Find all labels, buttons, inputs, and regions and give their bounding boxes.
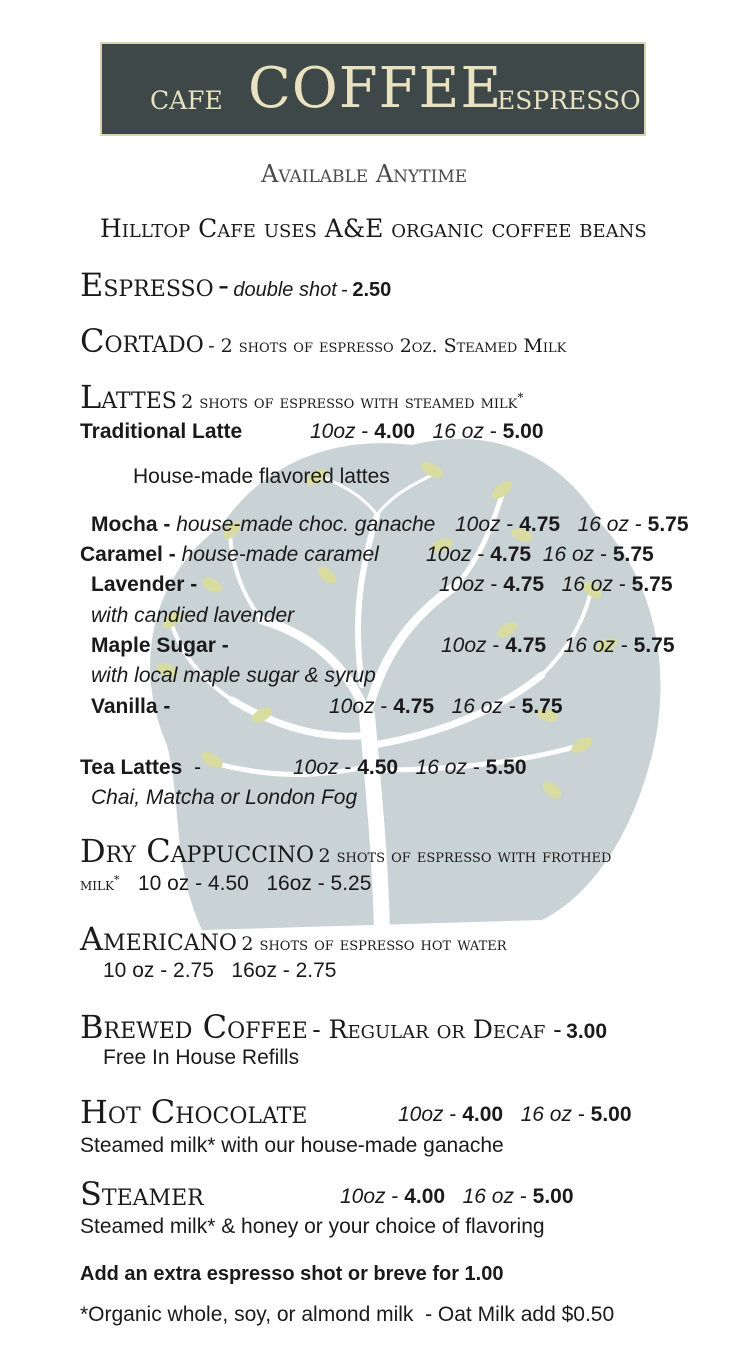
cortado-desc: - 2 shots of espresso 2oz. Steamed Milk (208, 335, 567, 357)
tea-lattes-row: Tea Lattes - (80, 756, 201, 779)
brewed-note: Free In House Refills (103, 1046, 300, 1069)
traditional-label: Traditional Latte (80, 420, 243, 443)
cortado-row (80, 322, 566, 360)
vanilla-label: Vanilla - (91, 695, 171, 718)
available-anytime: Available Anytime (261, 160, 468, 188)
americano-prices: 10 oz - 2.75 16oz - 2.75 (103, 959, 337, 982)
espresso-desc: double shot (233, 279, 337, 301)
maple-prices: 10oz - 4.75 16 oz - 5.75 (441, 634, 675, 657)
espresso-name: Espresso (80, 266, 214, 304)
brewed-heading: Brewed Coffee - Regular or Decaf - 3.00 (80, 1008, 608, 1046)
traditional-latte-row (80, 420, 242, 444)
banner-cafe: CAFE (150, 86, 223, 115)
espresso-price: 2.50 (352, 279, 392, 301)
lavender-prices: 10oz - 4.75 16 oz - 5.75 (439, 573, 673, 596)
hot-chocolate-desc: Steamed milk* with our house-made ganache (80, 1134, 504, 1157)
lattes-name: Lattes (80, 378, 177, 416)
steamer-prices: 10oz - 4.00 16 oz - 5.00 (340, 1185, 574, 1208)
hot-chocolate-prices: 10oz - 4.00 16 oz - 5.00 (398, 1103, 632, 1126)
house-made-heading: House-made flavored lattes (133, 465, 390, 488)
vanilla-prices: 10oz - 4.75 16 oz - 5.75 (329, 695, 563, 718)
lattes-star: * (517, 390, 524, 405)
milk-note: *Organic whole, soy, or almond milk - Oat Milk add $0.50 (80, 1303, 615, 1326)
steamer-desc: Steamed milk* & honey or your choice of flavoring (80, 1215, 545, 1238)
espresso-dash: - (218, 266, 229, 304)
banner-espresso: ESPRESSO (497, 86, 641, 115)
tea-lattes-prices: 10oz - 4.50 16 oz - 5.50 (293, 756, 527, 779)
steamer-name: Steamer (80, 1175, 204, 1213)
dry-cappuccino-heading: Dry Cappuccino 2 shots of espresso with frothed (80, 832, 612, 870)
extra-shot-note: Add an extra espresso shot or breve for 1.00 (80, 1263, 504, 1285)
caramel-row: Caramel - house-made caramel (80, 543, 379, 566)
caramel-prices: 10oz - 4.75 16 oz - 5.75 (426, 543, 654, 566)
beans-note: Hilltop Cafe uses A&E organic coffee beans (100, 214, 647, 243)
dry-cappuccino-line2: milk* 10 oz - 4.50 16oz - 5.25 (80, 872, 372, 895)
lavender-label: Lavender - (91, 573, 198, 596)
traditional-prices: 10oz - 4.00 16 oz - 5.00 (310, 420, 544, 443)
header-banner (100, 42, 646, 136)
americano-heading: Americano 2 shots of espresso hot water (80, 920, 507, 958)
mocha-row: Mocha - house-made choc. ganache (91, 513, 436, 536)
espresso-sep: - (341, 279, 348, 301)
lattes-desc: 2 shots of espresso with steamed milk (181, 391, 518, 413)
maple-desc: with local maple sugar & syrup (91, 664, 376, 687)
cortado-name: Cortado (80, 322, 204, 360)
lavender-desc: with candied lavender (91, 604, 295, 627)
lattes-heading (80, 378, 523, 416)
hot-chocolate-name: Hot Chocolate (80, 1093, 308, 1131)
banner-coffee: COFFEE (248, 56, 503, 121)
tea-lattes-desc: Chai, Matcha or London Fog (91, 786, 358, 809)
mocha-prices: 10oz - 4.75 16 oz - 5.75 (455, 513, 689, 536)
espresso-row (80, 266, 391, 304)
maple-label: Maple Sugar - (91, 634, 229, 657)
